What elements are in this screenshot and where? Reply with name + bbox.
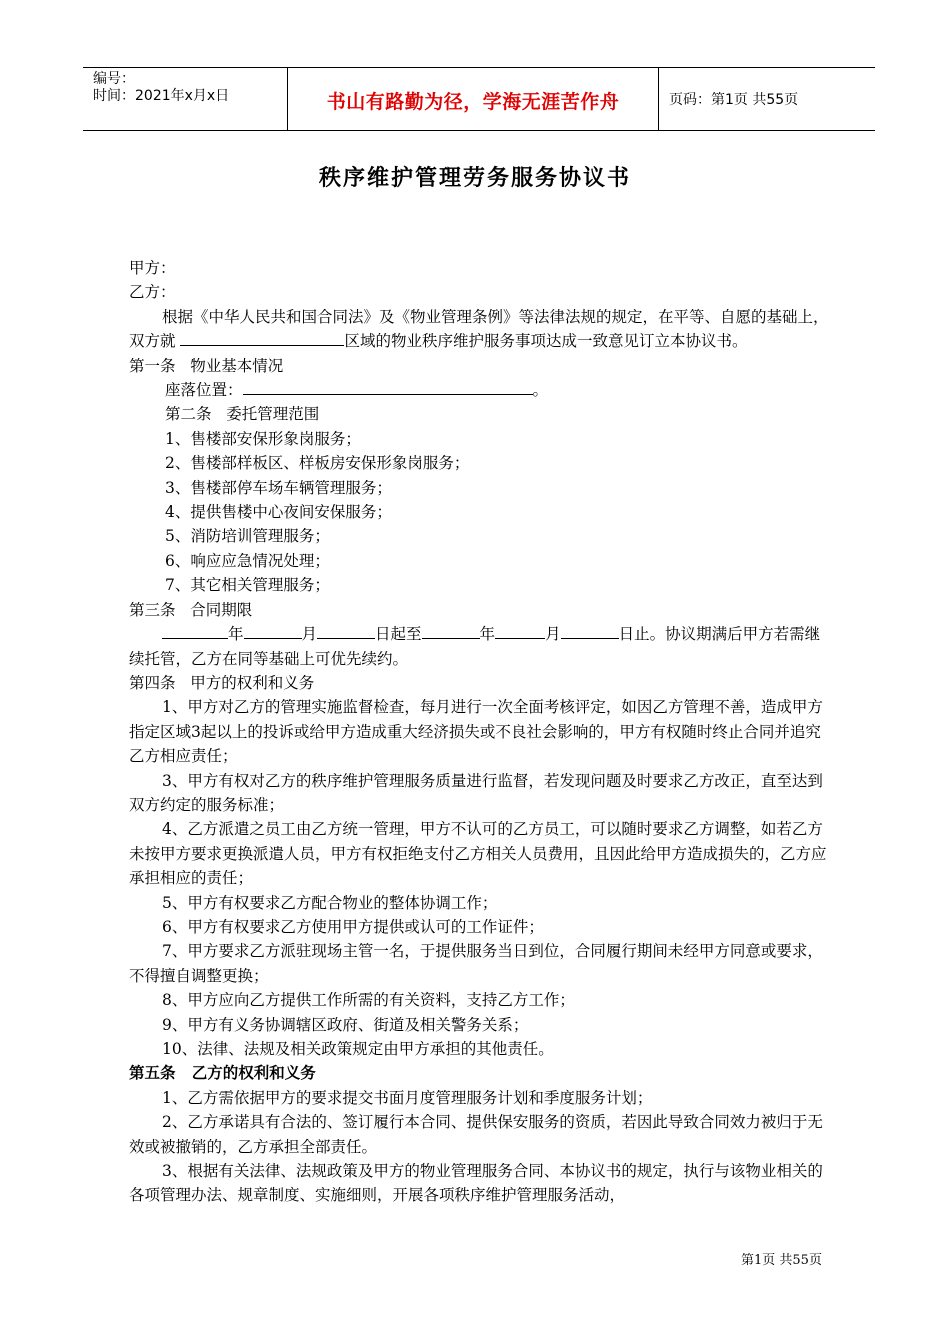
page-footer: 第1页 共55页 bbox=[741, 1253, 822, 1268]
article-3-heading: 第三条 合同期限 bbox=[129, 600, 253, 619]
a-duty-item: 3、甲方有权对乙方的秩序维护管理服务质量进行监督，若发现问题及时要求乙方改正，直至达到双方约定的服务标准； bbox=[129, 771, 823, 814]
intro-paragraph bbox=[129, 305, 833, 354]
year-label: 年 bbox=[479, 625, 496, 644]
a-duty-item: 6、甲方有权要求乙方使用甲方提供或认可的工作证件； bbox=[162, 917, 544, 936]
scope-item: 3、售楼部停车场车辆管理服务； bbox=[165, 478, 392, 497]
document-body bbox=[129, 256, 833, 1208]
location-end: 。 bbox=[532, 381, 549, 400]
region-blank bbox=[180, 330, 344, 346]
header-motto-cell bbox=[287, 68, 659, 130]
end-year-blank bbox=[422, 623, 480, 639]
page-info: 页码：第1页 共55页 bbox=[669, 92, 799, 108]
article-4-heading: 第四条 甲方的权利和义务 bbox=[129, 673, 315, 692]
article-2-heading: 第二条 委托管理范围 bbox=[165, 405, 320, 424]
a-duty-item: 7、甲方要求乙方派驻现场主管一名，于提供服务当日到位，合同履行期间未经甲方同意或要求，不得擅自调整更换； bbox=[129, 942, 823, 985]
start-day-blank bbox=[317, 623, 375, 639]
end-day-blank bbox=[561, 623, 619, 639]
intro-part-1: 根据《中华人民共和国合同法》及《物业管理条例》等法律法规的规定，在平等、自愿的基础上，双方就 bbox=[129, 307, 829, 351]
location-line bbox=[129, 378, 833, 402]
scope-item: 2、售楼部样板区、样板房安保形象岗服务； bbox=[165, 454, 470, 473]
scope-item: 4、提供售楼中心夜间安保服务； bbox=[165, 503, 392, 522]
header-meta bbox=[93, 71, 229, 105]
b-duty-item: 1、乙方需依据甲方的要求提交书面月度管理服务计划和季度服务计划； bbox=[162, 1088, 653, 1107]
a-duty-item: 4、乙方派遣之员工由乙方统一管理，甲方不认可的乙方员工，可以随时要求乙方调整，如若乙方未按甲方要求更换派遣人员，甲方有权拒绝支付乙方相关人员费用，且因此给甲方造成损失的，乙方应承担相应的责任； bbox=[129, 820, 827, 888]
a-duty-item: 1、甲方对乙方的管理实施监督检查，每月进行一次全面考核评定，如因乙方管理不善，造成甲方指定区域3起以上的投诉或给甲方造成重大经济损失或不良社会影响的，甲方有权随时终止合同并追究乙方相应责任； bbox=[129, 698, 823, 766]
party-a: 甲方： bbox=[129, 259, 176, 277]
month-label: 月 bbox=[545, 625, 561, 644]
start-year-blank bbox=[162, 623, 228, 639]
a-duty-item: 9、甲方有义务协调辖区政府、街道及相关警务关系； bbox=[162, 1015, 529, 1034]
a-duty-item: 8、甲方应向乙方提供工作所需的有关资料，支持乙方工作； bbox=[162, 991, 575, 1010]
term-text: 日止。协议期满后甲方若需继续托管，乙方在同等基础上可优先续约。 bbox=[129, 625, 821, 668]
party-b: 乙方： bbox=[129, 283, 176, 302]
document-title: 秩序维护管理劳务服务协议书 bbox=[318, 165, 631, 191]
a-duty-item: 10、法律、法规及相关政策规定由甲方承担的其他责任。 bbox=[162, 1040, 554, 1058]
page-header bbox=[83, 67, 875, 131]
scope-item: 1、售楼部安保形象岗服务； bbox=[165, 429, 361, 448]
scope-item: 7、其它相关管理服务； bbox=[165, 576, 330, 595]
scope-item: 5、消防培训管理服务； bbox=[165, 527, 330, 546]
start-month-blank bbox=[244, 623, 302, 639]
article-1-heading: 第一条 物业基本情况 bbox=[129, 356, 284, 375]
a-duty-item: 5、甲方有权要求乙方配合物业的整体协调工作； bbox=[162, 893, 498, 912]
motto-text: 书山有路勤为径，学海无涯苦作舟 bbox=[326, 91, 620, 113]
day-label: 日起至 bbox=[375, 625, 422, 644]
b-duty-item: 3、根据有关法律、法规政策及甲方的物业管理服务合同、本协议书的规定，执行与该物业相关的各项管理办法、规章制度、实施细则，开展各项秩序维护管理服务活动， bbox=[129, 1162, 823, 1205]
month-label: 月 bbox=[301, 625, 318, 644]
number-label: 编号： bbox=[93, 71, 135, 87]
scope-item: 6、响应应急情况处理； bbox=[165, 551, 330, 570]
location-blank bbox=[243, 379, 533, 395]
time-label: 时间：2021年x月x日 bbox=[93, 88, 230, 104]
intro-part-2: 区域的物业秩序维护服务事项达成一致意见订立本协议书。 bbox=[344, 332, 748, 351]
location-label: 座落位置： bbox=[165, 381, 243, 400]
term-paragraph bbox=[129, 622, 833, 671]
article-5-heading: 第五条 乙方的权利和义务 bbox=[129, 1064, 316, 1083]
b-duty-item: 2、乙方承诺具有合法的、签订履行本合同、提供保安服务的资质，若因此导致合同效力被归于无效或被撤销的，乙方承担全部责任。 bbox=[129, 1113, 823, 1156]
end-month-blank bbox=[495, 623, 545, 639]
year-label: 年 bbox=[228, 625, 244, 644]
